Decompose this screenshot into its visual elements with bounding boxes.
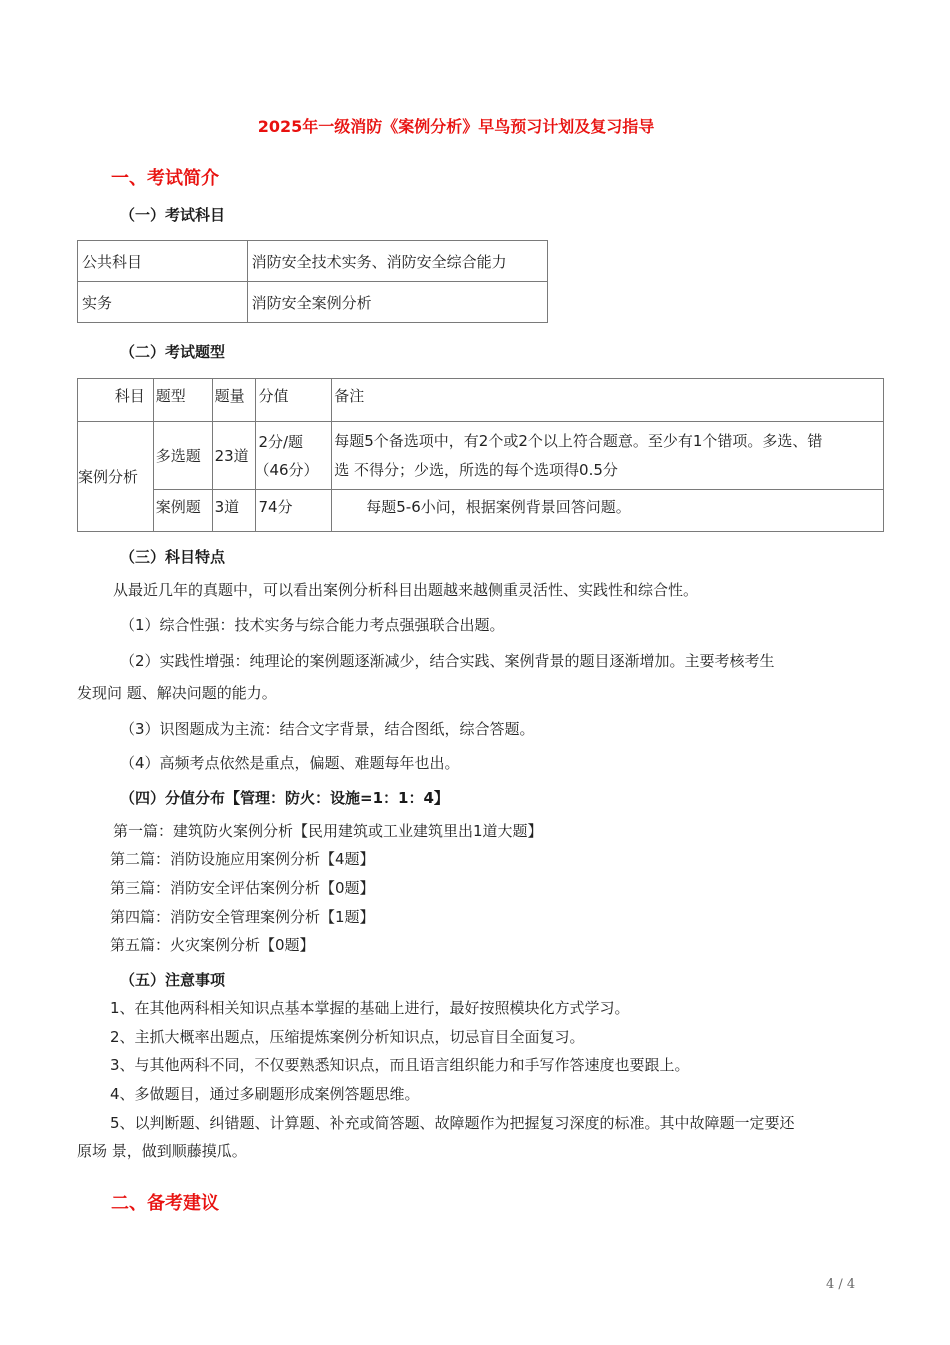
paragraph-point-2-cont: 发现问 题、解决问题的能力。	[77, 684, 277, 702]
subject-cell: 案例分析	[78, 422, 154, 532]
score-line: （46分）	[254, 460, 319, 479]
paragraph-point-4: （4）高频考点依然是重点，偏题、难题每年也出。	[120, 754, 460, 772]
document-title: 2025年一级消防《案例分析》早鸟预习计划及复习指导	[257, 117, 655, 136]
paragraph-point-2: （2）实践性增强：纯理论的案例题逐渐减少，结合实践、案例背景的题目逐渐增加。主要考核考生	[120, 652, 775, 670]
note-item: 2、主抓大概率出题点，压缩提炼案例分析知识点，切忌盲目全面复习。	[110, 1028, 585, 1046]
list-item: 第二篇：消防设施应用案例分析【4题】	[110, 850, 375, 868]
paragraph-point-1: （1）综合性强：技术实务与综合能力考点强强联合出题。	[120, 616, 505, 634]
table-row	[78, 422, 884, 490]
section-heading-prep-advice: 二、备考建议	[111, 1193, 219, 1214]
header-cell-score: 分值	[256, 379, 332, 422]
table-cell: 公共科目	[78, 241, 248, 282]
table-cell: 消防安全案例分析	[247, 282, 547, 323]
header-cell-count: 题量	[212, 379, 256, 422]
subheading-notes: （五）注意事项	[120, 971, 226, 989]
note-line: 选 不得分；少选，所选的每个选项得0.5分	[334, 460, 618, 479]
list-item: 第四篇：消防安全管理案例分析【1题】	[110, 908, 375, 926]
subheading-score-distribution: （四）分值分布【管理：防火：设施=1：1：4】	[120, 789, 449, 807]
header-cell-type: 题型	[153, 379, 212, 422]
section-heading-exam-intro: 一、考试简介	[111, 168, 219, 189]
note-line: 每题5个备选项中，有2个或2个以上符合题意。至少有1个错项。多选、错	[334, 431, 823, 450]
table-cell: 消防安全技术实务、消防安全综合能力	[247, 241, 547, 282]
subjects-table	[77, 240, 548, 323]
table-cell: 实务	[78, 282, 248, 323]
list-item: 第三篇：消防安全评估案例分析【0题】	[110, 879, 375, 897]
table-cell: 每题5-6小问，根据案例背景回答问题。	[332, 490, 884, 532]
list-item: 第五篇：火灾案例分析【0题】	[110, 936, 315, 954]
subheading-exam-subjects: （一）考试科目	[120, 206, 226, 224]
table-cell: 案例题	[153, 490, 212, 532]
page-number: 4 / 4	[826, 1277, 856, 1292]
subheading-features: （三）科目特点	[120, 548, 226, 566]
table-header-row	[78, 379, 884, 422]
list-item: 第一篇：建筑防火案例分析【民用建筑或工业建筑里出1道大题】	[113, 822, 543, 840]
table-cell: 23道	[212, 422, 256, 490]
question-types-table	[77, 378, 884, 532]
note-cell	[332, 422, 884, 490]
subheading-question-types: （二）考试题型	[120, 343, 226, 361]
note-item: 3、与其他两科不同，不仅要熟悉知识点，而且语言组织能力和手写作答速度也要跟上。	[110, 1056, 690, 1074]
header-cell-subject: 科目	[78, 379, 154, 422]
note-item: 1、在其他两科相关知识点基本掌握的基础上进行，最好按照模块化方式学习。	[110, 999, 630, 1017]
score-cell	[256, 422, 332, 490]
table-cell: 74分	[256, 490, 332, 532]
note-item-cont: 原场 景，做到顺藤摸瓜。	[77, 1142, 247, 1160]
note-item: 5、以判断题、纠错题、计算题、补充或简答题、故障题作为把握复习深度的标准。其中故障题一定要还	[110, 1114, 795, 1132]
table-row	[78, 490, 884, 532]
table-row	[78, 282, 548, 323]
paragraph-point-3: （3）识图题成为主流：结合文字背景，结合图纸，综合答题。	[120, 720, 535, 738]
table-row	[78, 241, 548, 282]
note-item: 4、多做题目，通过多刷题形成案例答题思维。	[110, 1085, 420, 1103]
header-cell-note: 备注	[332, 379, 884, 422]
table-cell: 3道	[212, 490, 256, 532]
paragraph-intro: 从最近几年的真题中，可以看出案例分析科目出题越来越侧重灵活性、实践性和综合性。	[113, 581, 699, 599]
table-cell: 多选题	[153, 422, 212, 490]
score-line: 2分/题	[258, 432, 304, 451]
